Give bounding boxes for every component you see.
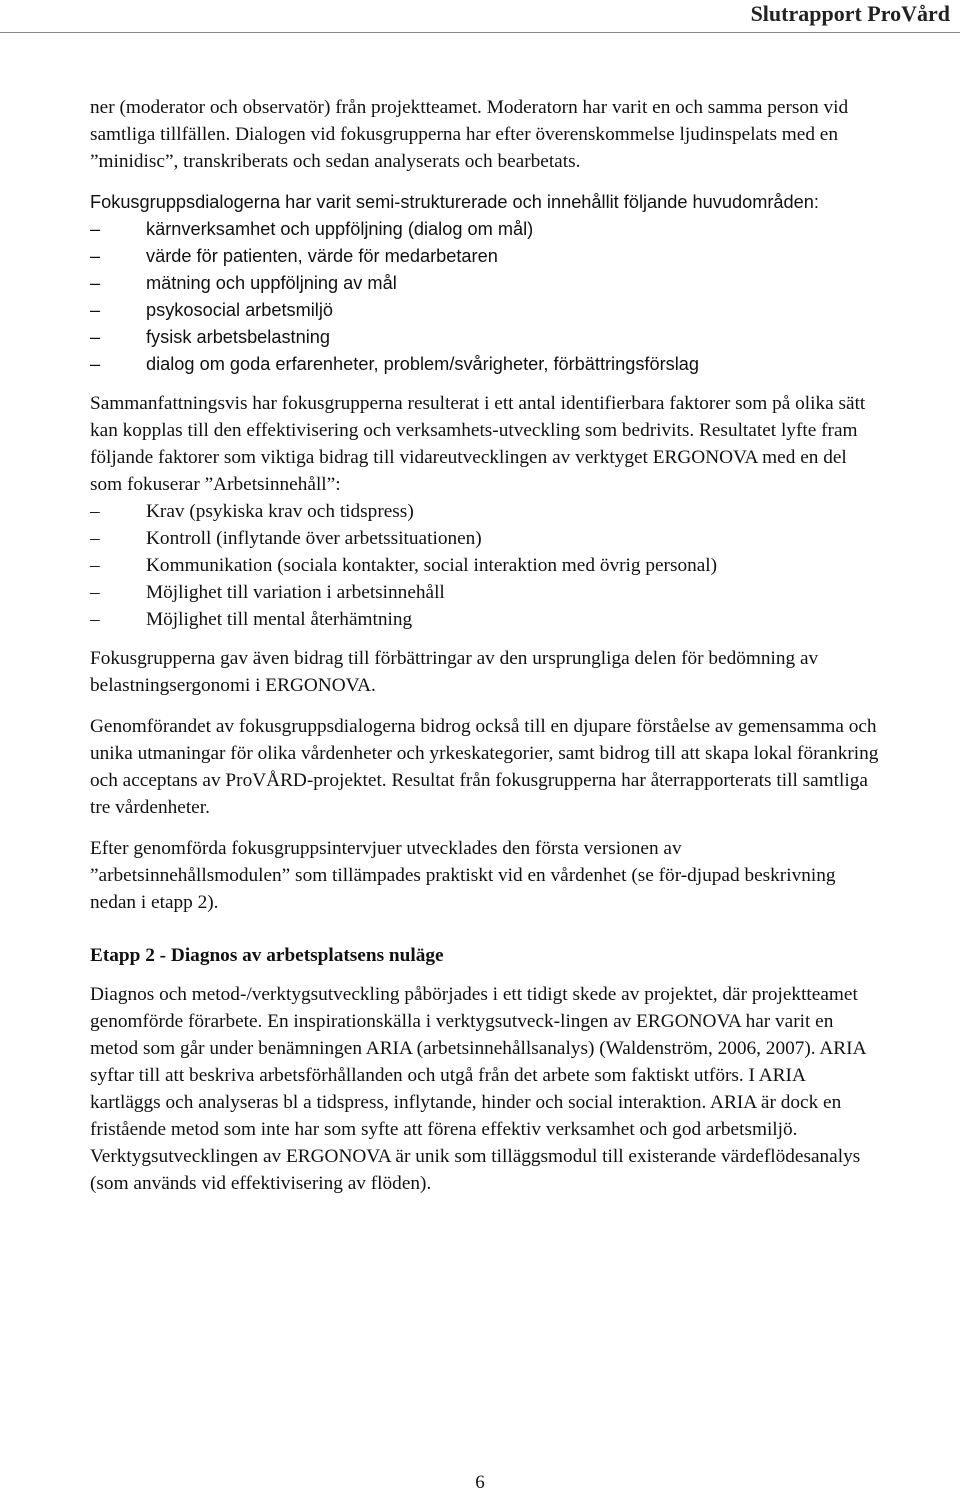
dash-icon: – (90, 609, 100, 630)
dash-icon: – (90, 273, 101, 293)
list-item: – fysisk arbetsbelastning (90, 324, 880, 351)
section-heading: Etapp 2 - Diagnos av arbetsplatsens nuläge (90, 945, 444, 966)
paragraph-2: Fokusgruppsdialogerna har varit semi-strukturerade och innehållit följande huvudområden: (90, 192, 819, 212)
list-item: – Kontroll (inflytande över arbetssituationen) (90, 525, 880, 552)
dash-icon: – (90, 528, 100, 549)
paragraph-4: Fokusgrupperna gav även bidrag till förbättringar av den ursprungliga delen för bedömning av belastningsergonomi i ERGONOVA. (90, 648, 819, 696)
page-body (90, 94, 880, 1197)
dash-icon: – (90, 219, 101, 239)
list-item: – kärnverksamhet och uppföljning (dialog om mål) (90, 216, 880, 243)
dash-icon: – (90, 582, 100, 603)
paragraph-1: ner (moderator och observatör) från projektteamet. Moderatorn har varit en och samma person vid samtliga tillfällen. Dialogen vid fokusgrupperna har efter överenskommelse ljudinspelats med en ”minidisc”, transkriberats och sedan analyserats och bearbetats. (90, 97, 849, 172)
list-item: – Möjlighet till mental återhämtning (90, 606, 880, 633)
list-item: – dialog om goda erfarenheter, problem/svårigheter, förbättringsförslag (90, 351, 880, 378)
list-item: – Kommunikation (sociala kontakter, social interaktion med övrig personal) (90, 552, 880, 579)
dash-icon: – (90, 555, 100, 576)
page-header (0, 0, 960, 33)
list-item: – värde för patienten, värde för medarbetaren (90, 243, 880, 270)
dash-icon: – (90, 246, 101, 266)
page-number: 6 (475, 1472, 485, 1493)
paragraph-5: Genomförandet av fokusgruppsdialogerna bidrog också till en djupare förståelse av gemensamma och unika utmaningar för olika vårdenheter och yrkeskategorier, samt bidrog till att skapa lokal förankring och acceptans av ProVÅRD-projektet. Resultat från fokusgrupperna har återrapporterats till samtliga tre vårdenheter. (90, 716, 879, 818)
list-focus-areas (90, 216, 880, 378)
dash-icon: – (90, 300, 101, 320)
dash-icon: – (90, 327, 101, 347)
header-title: Slutrapport ProVård (750, 1, 950, 26)
list-item: – mätning och uppföljning av mål (90, 270, 880, 297)
dash-icon: – (90, 354, 101, 374)
paragraph-6: Efter genomförda fokusgruppsintervjuer utvecklades den första versionen av ”arbetsinnehållsmodulen” som tillämpades praktiskt vid en vårdenhet (se för-djupad beskrivning nedan i etapp 2). (90, 838, 836, 913)
dash-icon: – (90, 501, 100, 522)
paragraph-7: Diagnos och metod-/verktygsutveckling påbörjades i ett tidigt skede av projektet, där projektteamet genomförde förarbete. En inspirationskälla i verktygsutveck-lingen av ERGONOVA har varit en metod som går under benämningen ARIA (arbetsinnehållsanalys) (Waldenström, 2006, 2007). ARIA syftar till att beskriva arbetsförhållanden och utgå från det arbete som faktiskt utförs. I ARIA kartläggs och analyseras bl a tidspress, inflytande, hinder och social interaktion. ARIA är dock en fristående metod som inte har som syfte att förena effektiv verksamhet och god arbetsmiljö. Verktygsutvecklingen av ERGONOVA är unik som tilläggsmodul till existerande värdeflödesanalys (som används vid effektivisering av flöden). (90, 984, 866, 1194)
list-factors (90, 498, 880, 633)
list-item: – Krav (psykiska krav och tidspress) (90, 498, 880, 525)
list-item: – psykosocial arbetsmiljö (90, 297, 880, 324)
paragraph-3: Sammanfattningsvis har fokusgrupperna resulterat i ett antal identifierbara faktorer som på olika sätt kan kopplas till den effektivisering och verksamhets-utveckling som bedrivits. Resultatet lyfte fram följande faktorer som viktiga bidrag till vidareutvecklingen av verktyget ERGONOVA med en del som fokuserar ”Arbetsinnehåll”: (90, 393, 866, 495)
list-item: – Möjlighet till variation i arbetsinnehåll (90, 579, 880, 606)
